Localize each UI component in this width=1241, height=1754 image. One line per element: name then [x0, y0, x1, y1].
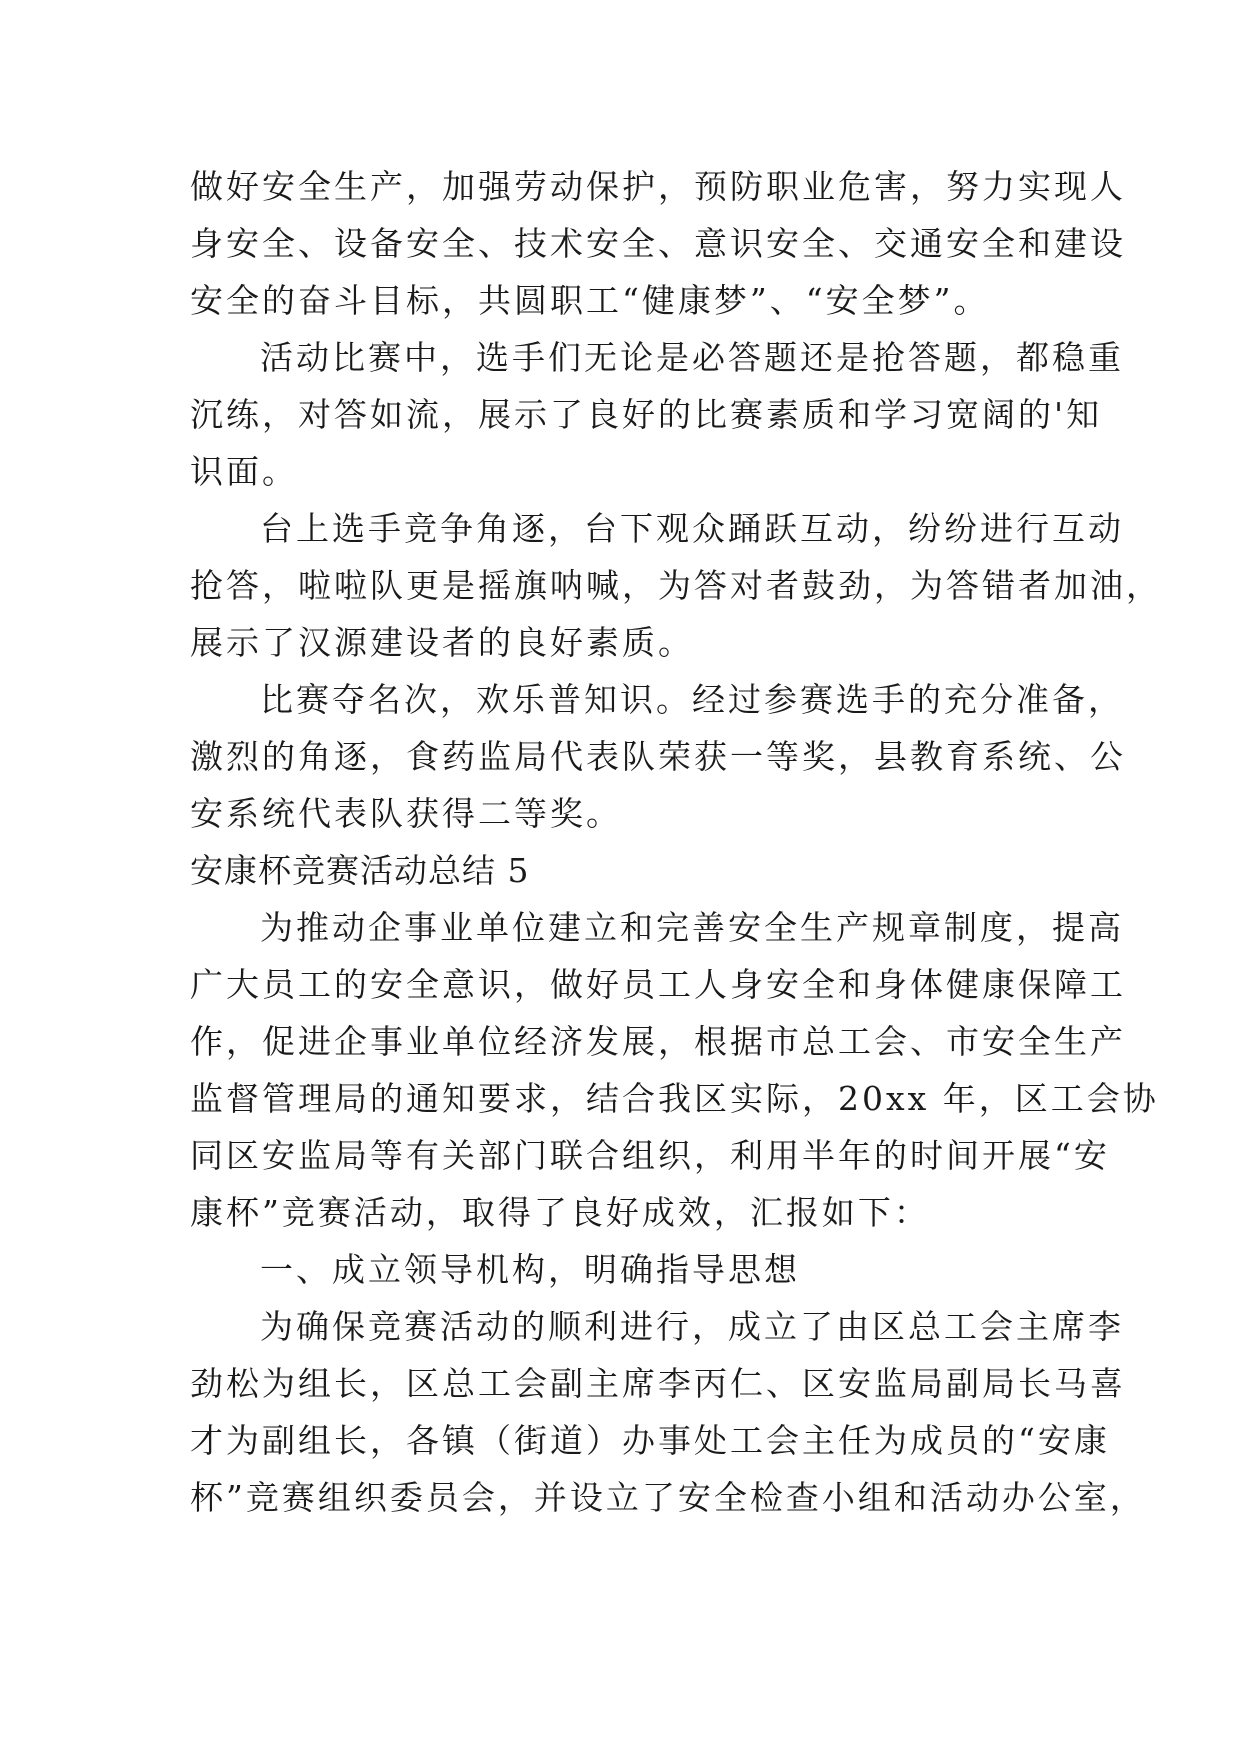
text-line: 沉练，对答如流，展示了良好的比赛素质和学习宽阔的'知: [190, 395, 1103, 434]
text-line: 作，促进企事业单位经济发展，根据市总工会、市安全生产: [190, 1022, 1126, 1061]
text-line: 安全的奋斗目标，共圆职工“健康梦”、“安全梦”。: [190, 281, 990, 320]
paragraph-first-line: 活动比赛中，选手们无论是必答题还是抢答题，都稳重: [260, 338, 1124, 377]
text-line: 监督管理局的通知要求，结合我区实际，20xx 年，区工会协: [190, 1079, 1159, 1118]
text-line: 才为副组长，各镇（街道）办事处工会主任为成员的“安康: [190, 1421, 1110, 1460]
text-line: 同区安监局等有关部门联合组织，利用半年的时间开展“安: [190, 1136, 1110, 1175]
text-line: 抢答，啦啦队更是摇旗呐喊，为答对者鼓劲，为答错者加油，: [190, 566, 1162, 605]
text-line: 杯”竞赛组织委员会，并设立了安全检查小组和活动办公室，: [190, 1478, 1146, 1517]
text-line: 广大员工的安全意识，做好员工人身安全和身体健康保障工: [190, 965, 1126, 1004]
document-body: [190, 158, 1162, 1526]
section-title: 安康杯竞赛活动总结 5: [190, 851, 530, 890]
text-line: 身安全、设备安全、技术安全、意识安全、交通安全和建设: [190, 224, 1126, 263]
paragraph-first-line: 台上选手竞争角逐，台下观众踊跃互动，纷纷进行互动: [260, 509, 1124, 548]
text-line: 识面。: [190, 452, 298, 491]
text-line: 激烈的角逐，食药监局代表队荣获一等奖，县教育系统、公: [190, 737, 1126, 776]
subsection-heading: 一、成立领导机构，明确指导思想: [260, 1250, 800, 1289]
paragraph-first-line: 为推动企事业单位建立和完善安全生产规章制度，提高: [260, 908, 1124, 947]
text-line: 展示了汉源建设者的良好素质。: [190, 623, 694, 662]
paragraph-first-line: 比赛夺名次，欢乐普知识。经过参赛选手的充分准备，: [260, 680, 1124, 719]
paragraph-first-line: 为确保竞赛活动的顺利进行，成立了由区总工会主席李: [260, 1307, 1124, 1346]
text-line: 康杯”竞赛活动，取得了良好成效，汇报如下：: [190, 1193, 930, 1232]
text-line: 劲松为组长，区总工会副主席李丙仁、区安监局副局长马喜: [190, 1364, 1126, 1403]
text-line: 安系统代表队获得二等奖。: [190, 794, 622, 833]
text-line: 做好安全生产，加强劳动保护，预防职业危害，努力实现人: [190, 167, 1126, 206]
